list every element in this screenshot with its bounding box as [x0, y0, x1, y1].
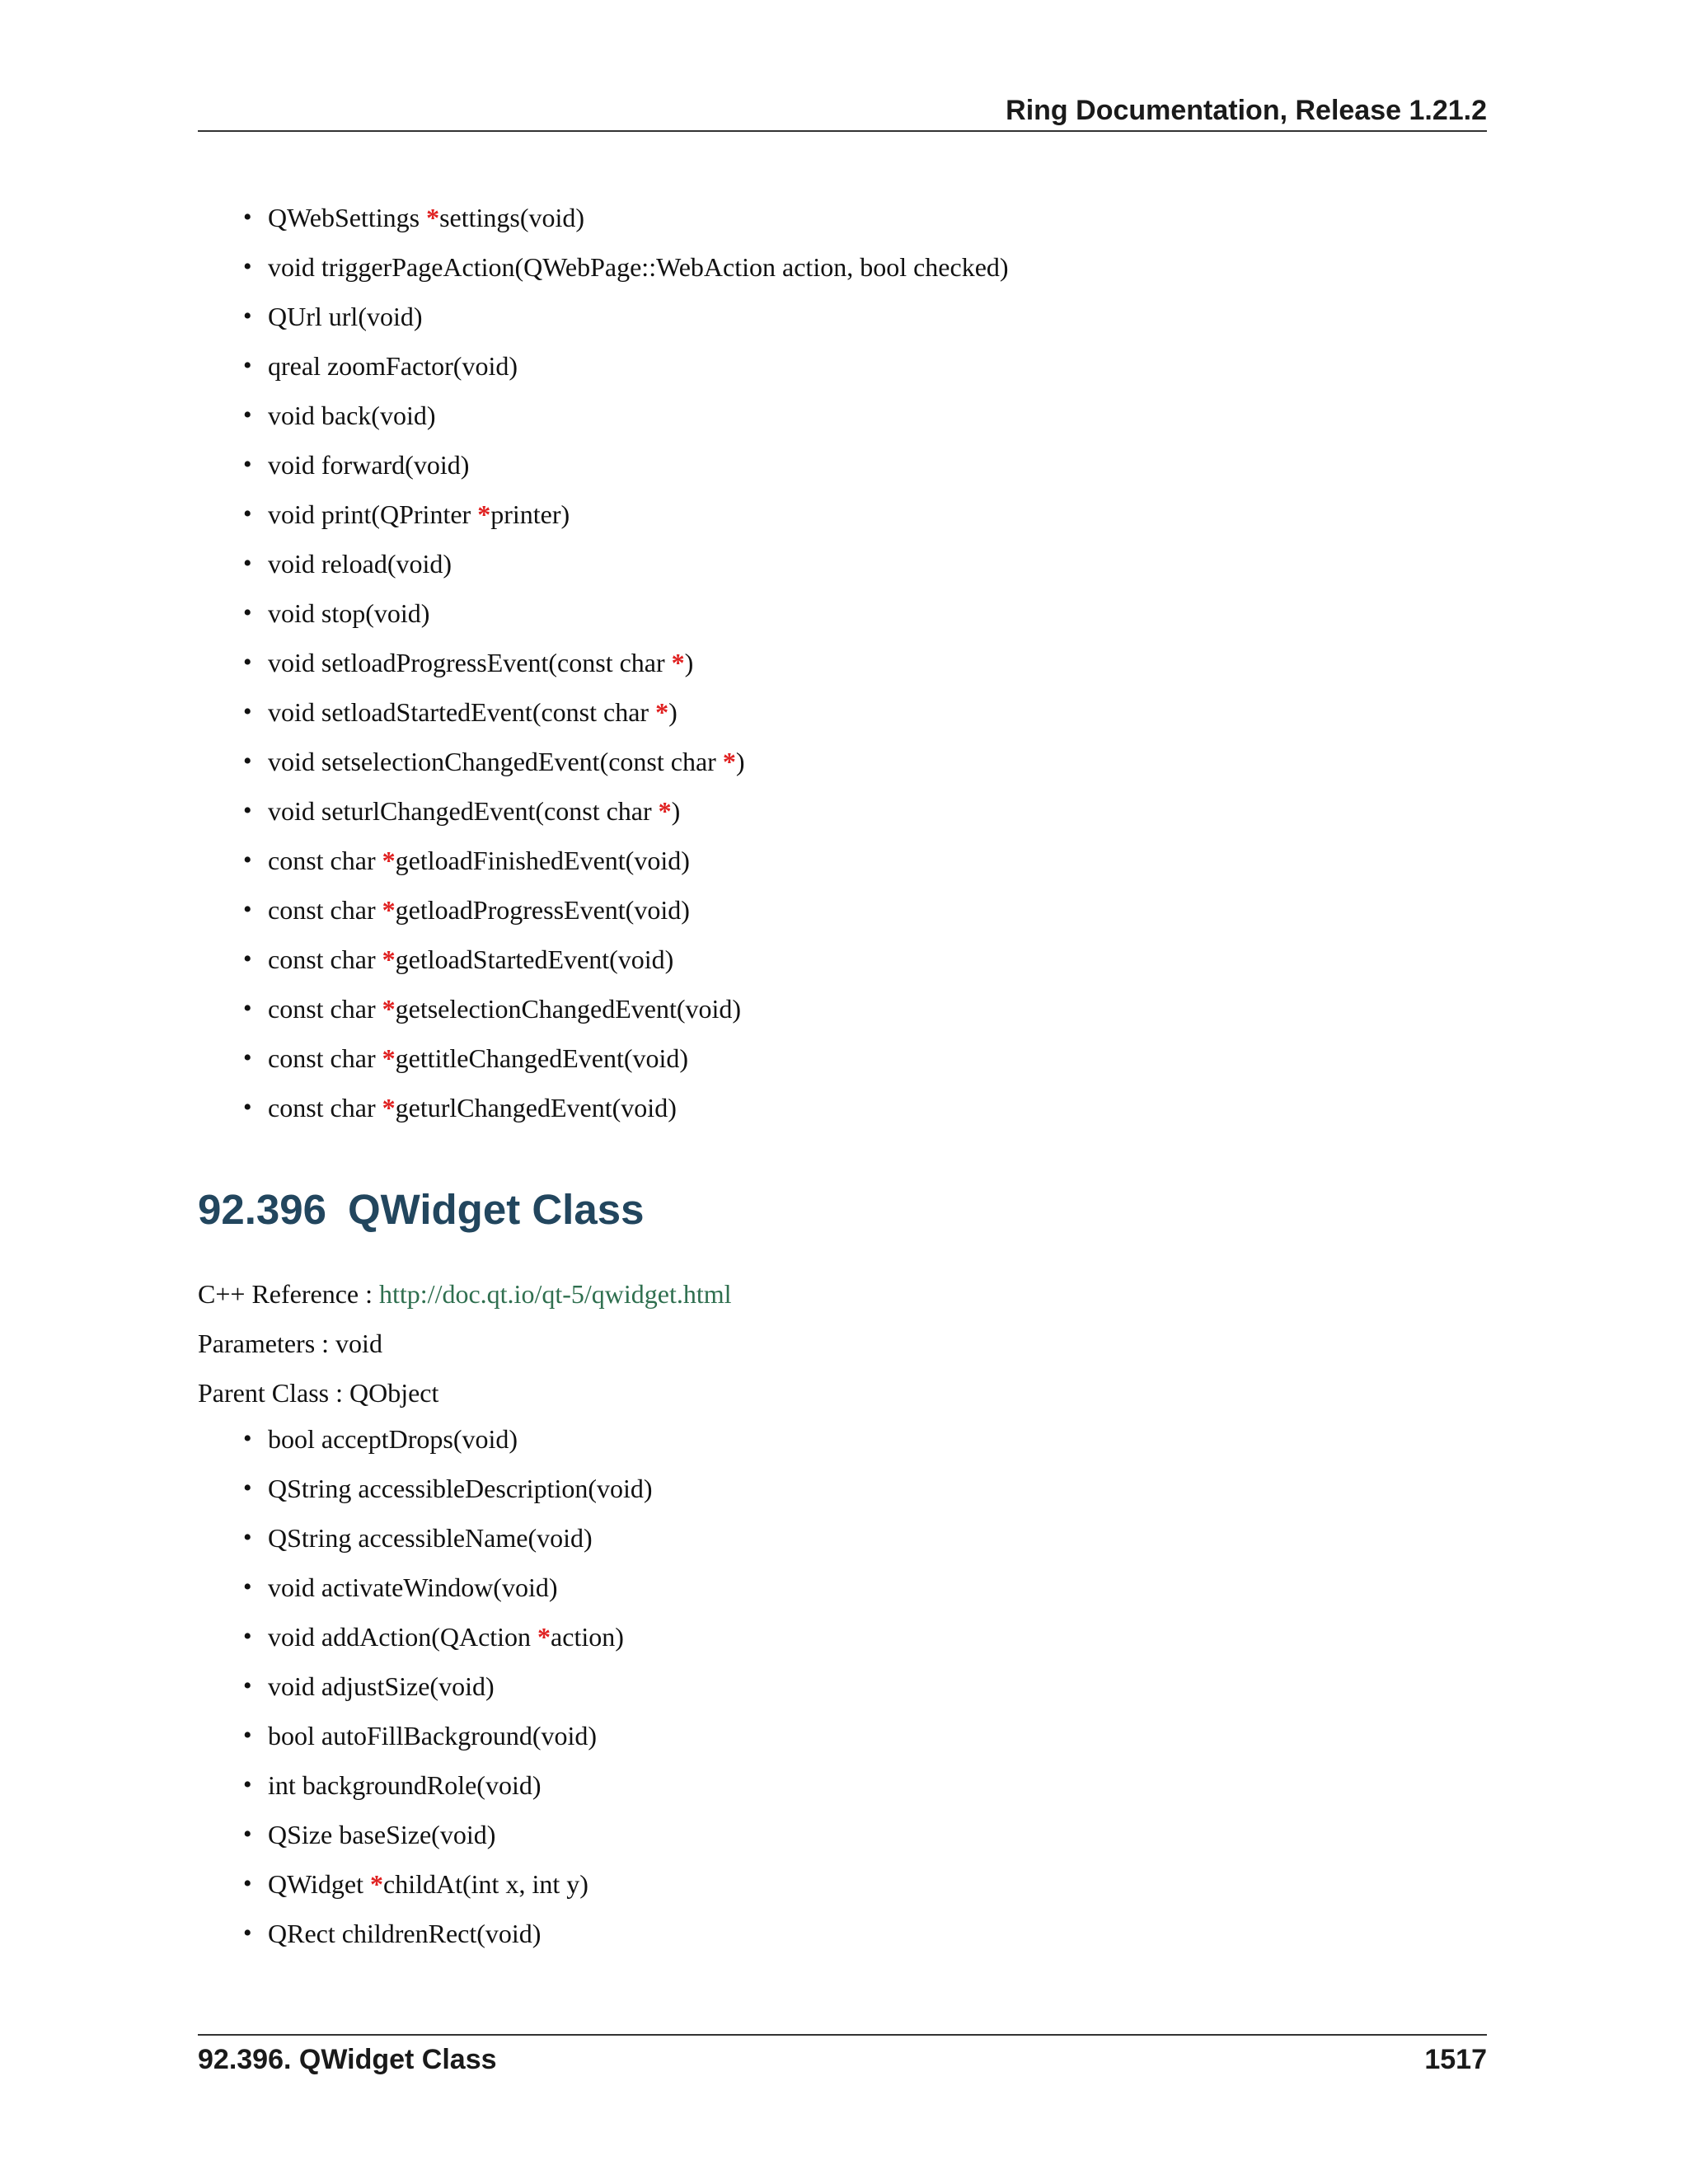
method-signature-text: void setloadStartedEvent(const char	[268, 697, 656, 727]
method-signature-rest: getloadStartedEvent(void)	[395, 944, 674, 974]
bullet-icon: •	[243, 302, 252, 330]
method-signature-text: QUrl url(void)	[268, 302, 423, 331]
list-item	[243, 341, 1479, 391]
method-signature-text: QString accessibleName(void)	[268, 1523, 593, 1553]
method-signature-text: const char	[268, 1093, 382, 1122]
section-number: 92.396	[198, 1186, 326, 1233]
parameters-line: Parameters : void	[198, 1329, 382, 1358]
method-signature-text: const char	[268, 1043, 382, 1073]
method-signature-text: const char	[268, 944, 382, 974]
list-item	[243, 1563, 1479, 1612]
method-signature-text: QSize baseSize(void)	[268, 1820, 496, 1849]
method-signature-text: void triggerPageAction(QWebPage::WebAction action, bool checked)	[268, 252, 1009, 282]
bullet-icon: •	[243, 1474, 252, 1502]
bullet-icon: •	[243, 500, 252, 527]
bullet-icon: •	[243, 1623, 252, 1650]
list-item	[243, 1033, 1479, 1083]
bullet-icon: •	[243, 550, 252, 577]
method-signature-text: QString accessibleDescription(void)	[268, 1474, 653, 1503]
method-signature-rest: )	[668, 697, 678, 727]
list-item	[243, 1909, 1479, 1958]
list-item	[243, 440, 1479, 490]
bullet-icon: •	[243, 352, 252, 379]
method-signature-text: const char	[268, 846, 382, 875]
footer-divider	[198, 2034, 1487, 2036]
method-signature-rest: geturlChangedEvent(void)	[395, 1093, 677, 1122]
method-signature-text: int backgroundRole(void)	[268, 1770, 542, 1800]
list-item	[243, 1760, 1479, 1810]
running-header: Ring Documentation, Release 1.21.2	[1006, 95, 1487, 126]
bullet-icon: •	[243, 1919, 252, 1947]
pointer-asterisk: *	[382, 846, 396, 875]
bullet-icon: •	[243, 253, 252, 280]
method-signature-text: bool acceptDrops(void)	[268, 1424, 518, 1454]
bullet-icon: •	[243, 204, 252, 231]
bullet-icon: •	[243, 401, 252, 429]
bullet-icon: •	[243, 599, 252, 626]
cpp-reference-line	[198, 1269, 732, 1319]
header-divider	[198, 130, 1487, 132]
method-signature-text: void setselectionChangedEvent(const char	[268, 747, 723, 776]
pointer-asterisk: *	[477, 499, 491, 529]
pointer-asterisk: *	[382, 994, 396, 1024]
list-item	[243, 737, 1479, 786]
method-signature-text: QWebSettings	[268, 203, 427, 232]
list-item	[243, 638, 1479, 687]
bullet-icon: •	[243, 451, 252, 478]
list-item	[243, 885, 1479, 935]
bullet-icon: •	[243, 1524, 252, 1551]
webview-method-list	[243, 193, 1479, 1132]
list-item	[243, 786, 1479, 836]
method-signature-rest: getloadFinishedEvent(void)	[395, 846, 690, 875]
method-signature-text: void activateWindow(void)	[268, 1572, 558, 1602]
method-signature-rest: )	[735, 747, 745, 776]
pointer-asterisk: *	[382, 1043, 396, 1073]
method-signature-text: QRect childrenRect(void)	[268, 1919, 542, 1948]
list-item	[243, 836, 1479, 885]
method-signature-text: void stop(void)	[268, 598, 430, 628]
pointer-asterisk: *	[382, 895, 396, 925]
list-item	[243, 687, 1479, 737]
pointer-asterisk: *	[671, 648, 685, 677]
method-signature-text: void seturlChangedEvent(const char	[268, 796, 659, 826]
bullet-icon: •	[243, 649, 252, 676]
list-item	[243, 1711, 1479, 1760]
section-title: QWidget Class	[348, 1186, 645, 1233]
pointer-asterisk: *	[658, 796, 672, 826]
bullet-icon: •	[243, 1044, 252, 1071]
section-heading	[198, 1177, 644, 1243]
method-signature-rest: )	[684, 648, 694, 677]
page-number: 1517	[1424, 2044, 1487, 2075]
bullet-icon: •	[243, 1771, 252, 1798]
pointer-asterisk: *	[382, 944, 396, 974]
method-signature-rest: printer)	[490, 499, 570, 529]
method-signature-rest: settings(void)	[439, 203, 585, 232]
bullet-icon: •	[243, 1425, 252, 1452]
list-item	[243, 935, 1479, 984]
list-item	[243, 1810, 1479, 1859]
footer-section-title: 92.396. QWidget Class	[198, 2044, 497, 2075]
bullet-icon: •	[243, 1573, 252, 1601]
list-item	[243, 984, 1479, 1033]
pointer-asterisk: *	[537, 1622, 551, 1652]
bullet-icon: •	[243, 1672, 252, 1699]
list-item	[243, 490, 1479, 539]
method-signature-text: void addAction(QAction	[268, 1622, 538, 1652]
method-signature-text: void back(void)	[268, 401, 436, 430]
cpp-reference-label: C++ Reference :	[198, 1279, 379, 1309]
bullet-icon: •	[243, 1722, 252, 1749]
method-signature-text: const char	[268, 994, 382, 1024]
pointer-asterisk: *	[370, 1869, 384, 1899]
list-item	[243, 588, 1479, 638]
bullet-icon: •	[243, 797, 252, 824]
pointer-asterisk: *	[722, 747, 736, 776]
qwidget-method-list	[243, 1414, 1479, 1958]
method-signature-rest: getselectionChangedEvent(void)	[395, 994, 742, 1024]
list-item	[243, 242, 1479, 292]
bullet-icon: •	[243, 698, 252, 725]
bullet-icon: •	[243, 1094, 252, 1121]
pointer-asterisk: *	[655, 697, 669, 727]
bullet-icon: •	[243, 748, 252, 775]
bullet-icon: •	[243, 1821, 252, 1848]
method-signature-text: void print(QPrinter	[268, 499, 478, 529]
bullet-icon: •	[243, 1870, 252, 1897]
list-item	[243, 292, 1479, 341]
list-item	[243, 1083, 1479, 1132]
list-item	[243, 1414, 1479, 1464]
list-item	[243, 1464, 1479, 1513]
method-signature-text: const char	[268, 895, 382, 925]
bullet-icon: •	[243, 846, 252, 874]
method-signature-rest: getloadProgressEvent(void)	[395, 895, 690, 925]
bullet-icon: •	[243, 945, 252, 972]
method-signature-rest: childAt(int x, int y)	[383, 1869, 588, 1899]
cpp-reference-link[interactable]: http://doc.qt.io/qt-5/qwidget.html	[379, 1279, 732, 1309]
method-signature-text: bool autoFillBackground(void)	[268, 1721, 598, 1750]
method-signature-rest: gettitleChangedEvent(void)	[395, 1043, 689, 1073]
method-signature-text: QWidget	[268, 1869, 371, 1899]
method-signature-text: void setloadProgressEvent(const char	[268, 648, 672, 677]
list-item	[243, 1513, 1479, 1563]
list-item	[243, 193, 1479, 242]
method-signature-text: void forward(void)	[268, 450, 470, 480]
list-item	[243, 1859, 1479, 1909]
method-signature-text: qreal zoomFactor(void)	[268, 351, 518, 381]
parent-class-line: Parent Class : QObject	[198, 1378, 439, 1408]
bullet-icon: •	[243, 896, 252, 923]
pointer-asterisk: *	[382, 1093, 396, 1122]
list-item	[243, 1661, 1479, 1711]
method-signature-text: void reload(void)	[268, 549, 452, 579]
bullet-icon: •	[243, 995, 252, 1022]
list-item	[243, 391, 1479, 440]
method-signature-rest: action)	[551, 1622, 624, 1652]
list-item	[243, 539, 1479, 588]
pointer-asterisk: *	[426, 203, 440, 232]
method-signature-text: void adjustSize(void)	[268, 1671, 495, 1701]
method-signature-rest: )	[671, 796, 681, 826]
list-item	[243, 1612, 1479, 1661]
